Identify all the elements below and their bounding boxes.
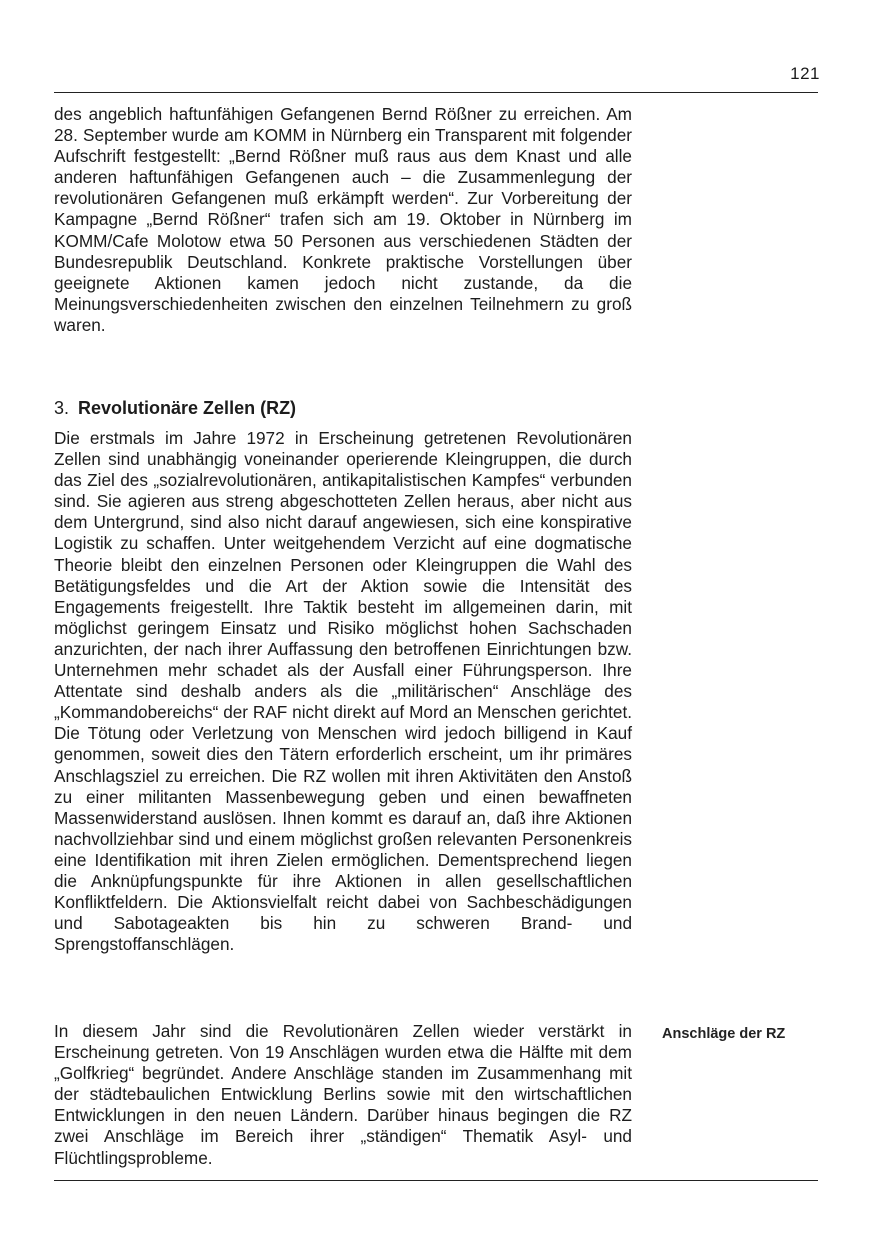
section-title: Revolutionäre Zellen (RZ) bbox=[78, 398, 297, 418]
paragraph-text: In diesem Jahr sind die Revolutionären Zellen wieder verstärkt in Erscheinung getreten. Von 19 Anschlägen wurden etwa die Hälfte mit dem „Golfkrieg“ begründet. Andere Anschläge standen im Zusammenhang mit der städtebaulichen Entwicklung Berlins sowie mit den wirtschaftlichen Entwicklungen in den neuen Ländern. Darüber hinaus begingen die RZ zwei Anschläge im Bereich ihrer „ständigen“ Thematik Asyl- und Flüchtlingsprobleme. bbox=[54, 1021, 632, 1168]
section-number: 3. bbox=[54, 398, 70, 418]
footer-rule bbox=[54, 1180, 818, 1181]
margin-note: Anschläge der RZ bbox=[662, 1026, 786, 1042]
paragraph-rz-description bbox=[54, 428, 632, 955]
paragraph-text: Die erstmals im Jahre 1972 in Erscheinung getretenen Revolutionären Zellen sind unabhängig voneinander operierende Kleingruppen, die durch das Ziel des „sozialrevolutionären, antikapitalistischen Kampfes“ verbunden sind. Sie agieren aus streng abgeschotteten Zellen heraus, aber nicht aus dem Untergrund, sind also nicht darauf angewiesen, sich eine konspirative Logistik zu schaffen. Unter weitgehendem Verzicht auf eine dogmatische Theorie bleibt den einzelnen Personen oder Kleingruppen die Wahl des Betätigungsfeldes und die Art der Aktion sowie die Intensität des Engagements freigestellt. Ihre Taktik besteht im allgemeinen darin, mit möglichst geringem Einsatz und Risiko möglichst hohen Sachschaden anzurichten, der nach ihrer Auffassung den betroffenen Einrichtungen bzw. Unternehmen mehr schadet als der Ausfall einer Führungsperson. Ihre Attentate sind deshalb anders als die „militärischen“ Anschläge des „Kommandobereichs“ der RAF nicht direkt auf Mord an Menschen gerichtet. Die Tötung oder Verletzung von Menschen wird jedoch billigend in Kauf genommen, soweit dies den Tätern erforderlich erscheint, um ihr primäres Anschlagsziel zu erreichen. Die RZ wollen mit ihren Aktivitäten den Anstoß zu einer militanten Massenbewegung geben und einen bewaffneten Massenwiderstand auslösen. Ihnen kommt es darauf an, daß ihre Aktionen nachvollziehbar sind und einem möglichst großen relevanten Personenkreis eine Identifikation mit ihren Zielen ermöglichen. Dementsprechend liegen die Anknüpfungspunkte für ihre Aktionen in allen gesellschaftlichen Konfliktfeldern. Die Aktionsvielfalt reicht dabei von Sachbeschädigungen und Sabotageakten bis hin zu schweren Brand- und Sprengstoffanschlägen. bbox=[54, 428, 632, 955]
paragraph-rossner-campaign bbox=[54, 104, 632, 336]
page-number: 121 bbox=[790, 64, 820, 83]
paragraph-text: des angeblich haftunfähigen Gefangenen Bernd Rößner zu erreichen. Am 28. September wurde am KOMM in Nürnberg ein Transparent mit folgender Aufschrift festgestellt: „Bernd Rößner muß raus aus dem Knast und alle anderen haftunfähigen Gefangenen auch – die Zusammenlegung der revolutionären Gefangenen muß erkämpft werden“. Zur Vorbereitung der Kampagne „Bernd Rößner“ trafen sich am 19. Oktober in Nürnberg im KOMM/Cafe Molotow etwa 50 Personen aus verschiedenen Städten der Bundesrepublik Deutschland. Konkrete praktische Vorstellungen über geeignete Aktionen kamen jedoch nicht zustande, da die Meinungsverschiedenheiten zwischen den einzelnen Teilnehmern zu groß waren. bbox=[54, 104, 632, 335]
paragraph-rz-attacks bbox=[54, 1021, 632, 1169]
header-rule bbox=[54, 92, 818, 93]
section-heading bbox=[54, 397, 296, 419]
